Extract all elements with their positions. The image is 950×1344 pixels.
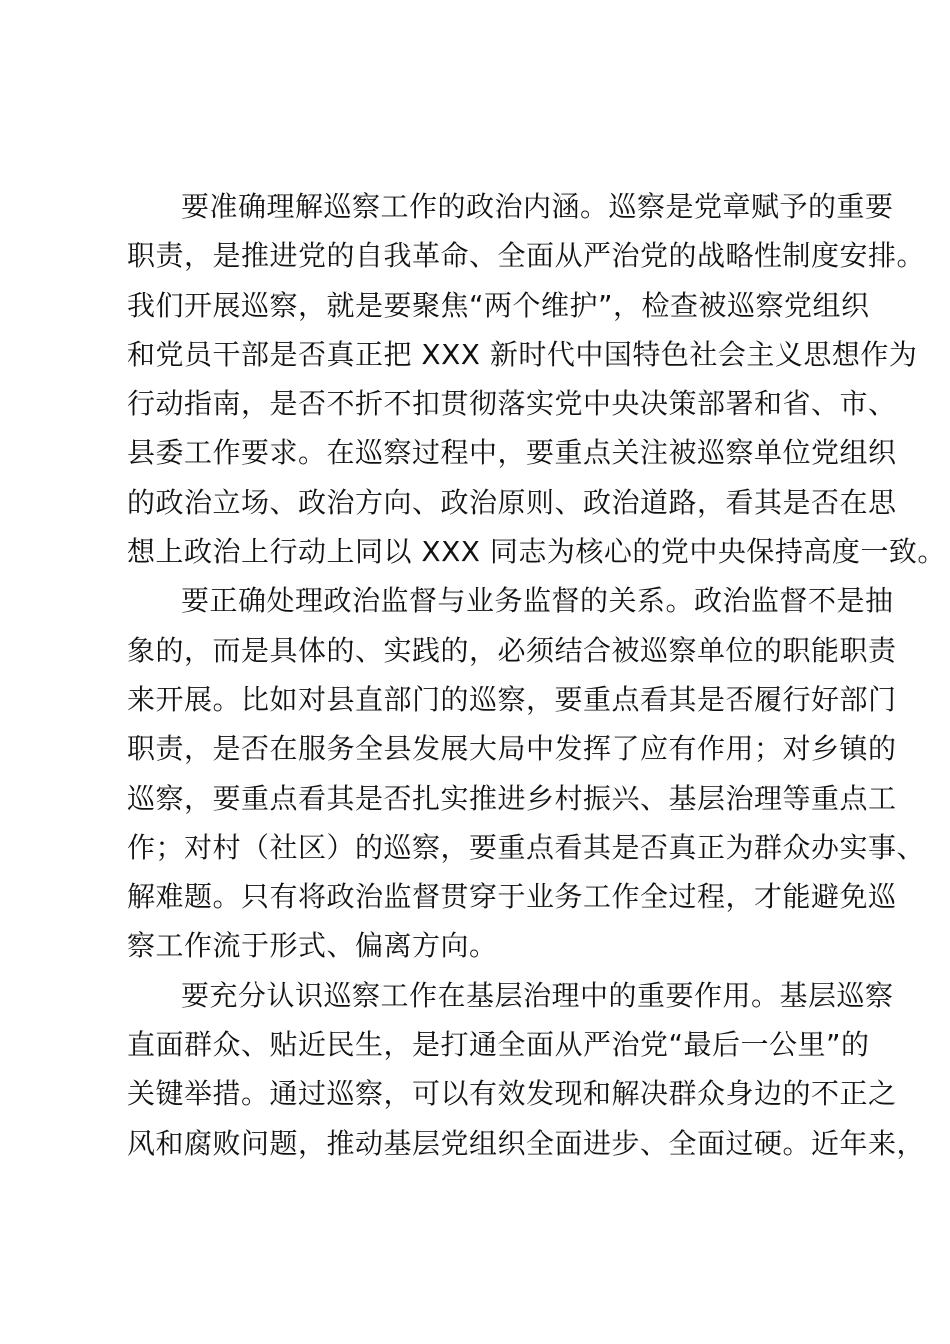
text-line: 和党员干部是否真正把 XXX 新时代中国特色社会主义思想作为 bbox=[127, 337, 918, 371]
text-line: 象的，而是具体的、实践的，必须结合被巡察单位的职能职责 bbox=[127, 633, 897, 667]
text-line: 直面群众、贴近民生，是打通全面从严治党“最后一公里”的 bbox=[127, 1028, 870, 1062]
paragraph-2 bbox=[127, 576, 926, 970]
text-line: 作；对村（社区）的巡察，要重点看其是否真正为群众办实事、 bbox=[127, 830, 926, 864]
text-line: 行动指南，是否不折不扣贯彻落实党中央决策部署和省、市、 bbox=[127, 387, 897, 421]
text-line: 巡察，要重点看其是否扎实推进乡村振兴、基层治理等重点工 bbox=[127, 781, 897, 815]
document-body bbox=[127, 182, 946, 1168]
text-line: 我们开展巡察，就是要聚焦“两个维护”，检查被巡察党组织 bbox=[127, 288, 870, 322]
text-line: 来开展。比如对县直部门的巡察，要重点看其是否履行好部门 bbox=[127, 682, 897, 716]
text-line: 职责，是推进党的自我革命、全面从严治党的战略性制度安排。 bbox=[127, 239, 926, 273]
text-line: 要充分认识巡察工作在基层治理中的重要作用。基层巡察 bbox=[181, 978, 894, 1012]
text-line: 县委工作要求。在巡察过程中，要重点关注被巡察单位党组织 bbox=[127, 436, 897, 470]
paragraph-1 bbox=[127, 182, 946, 576]
paragraph-3 bbox=[127, 971, 926, 1168]
text-line: 风和腐败问题，推动基层党组织全面进步、全面过硬。近年来， bbox=[127, 1126, 926, 1160]
text-line: 察工作流于形式、偏离方向。 bbox=[127, 929, 498, 963]
text-line: 关键举措。通过巡察，可以有效发现和解决群众身边的不正之 bbox=[127, 1077, 897, 1111]
text-line: 解难题。只有将政治监督贯穿于业务工作全过程，才能避免巡 bbox=[127, 880, 897, 914]
text-line: 想上政治上行动上同以 XXX 同志为核心的党中央保持高度一致。 bbox=[127, 535, 946, 569]
text-line: 要正确处理政治监督与业务监督的关系。政治监督不是抽 bbox=[181, 584, 894, 618]
text-line: 职责，是否在服务全县发展大局中发挥了应有作用；对乡镇的 bbox=[127, 732, 897, 766]
text-line: 的政治立场、政治方向、政治原则、政治道路，看其是否在思 bbox=[127, 485, 897, 519]
text-line: 要准确理解巡察工作的政治内涵。巡察是党章赋予的重要 bbox=[181, 190, 894, 223]
